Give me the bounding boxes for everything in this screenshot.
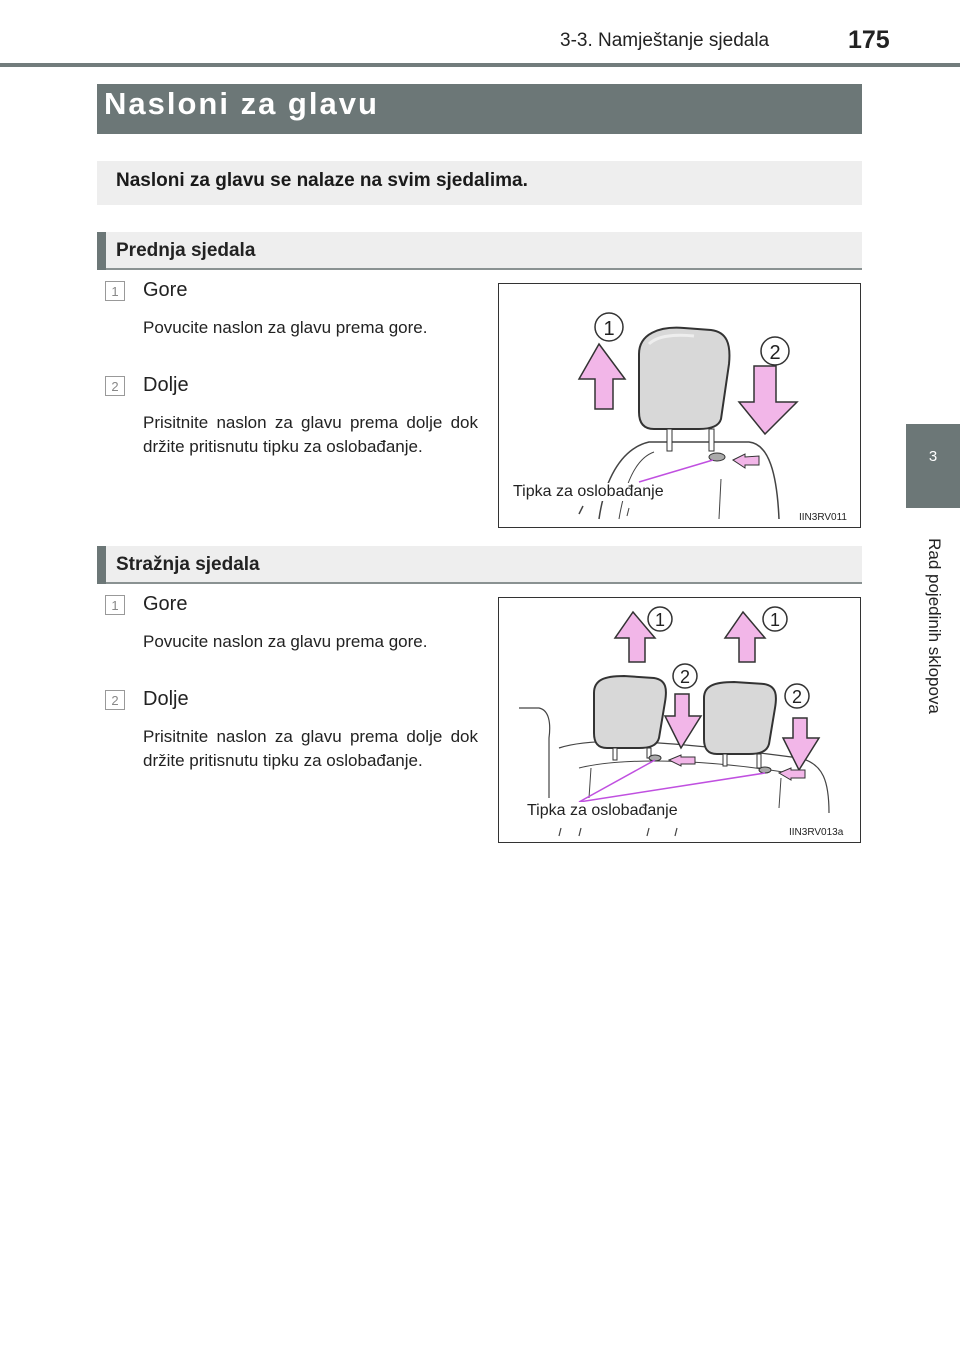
front-figure-callout: Tipka za oslobađanje bbox=[513, 483, 664, 500]
rear-section-heading: Stražnja sjedala bbox=[116, 554, 260, 575]
front-figure bbox=[498, 283, 861, 528]
front-item-2-number: 2 bbox=[105, 376, 125, 396]
rear-figure bbox=[498, 597, 861, 843]
page-title: Nasloni za glavu bbox=[104, 86, 379, 121]
rear-item-1-title: Gore bbox=[143, 593, 188, 615]
rear-marker-2-right-label: 2 bbox=[791, 687, 803, 707]
rear-item-2-desc: Prisitnite naslon za glavu prema dolje dok držite pritisnutu tipku za oslobađanje. bbox=[143, 727, 478, 770]
front-figure-code: IIN3RV011 bbox=[799, 512, 847, 523]
rear-figure-code: IIN3RV013a bbox=[789, 827, 844, 838]
rear-marker-1-right-label: 1 bbox=[769, 610, 781, 630]
rear-section-accent bbox=[97, 546, 106, 584]
front-button-arrow-icon bbox=[733, 454, 759, 468]
rear-item-1-desc: Povucite naslon za glavu prema gore. bbox=[143, 632, 428, 651]
chapter-label: Rad pojedinih sklopova bbox=[925, 538, 944, 714]
front-section-heading: Prednja sjedala bbox=[116, 240, 256, 261]
rear-left-button-arrow-icon bbox=[669, 755, 695, 766]
front-item-1-number: 1 bbox=[105, 281, 125, 301]
chapter-number: 3 bbox=[928, 448, 938, 465]
page-number: 175 bbox=[848, 26, 890, 54]
rear-left-down-arrow-icon bbox=[665, 694, 701, 748]
header-rule bbox=[0, 63, 960, 67]
front-up-arrow-icon bbox=[579, 344, 625, 409]
header-section-title: 3-3. Namještanje sjedala bbox=[560, 30, 770, 51]
rear-item-2-number: 2 bbox=[105, 690, 125, 710]
rear-left-up-arrow-icon bbox=[615, 612, 655, 662]
front-down-arrow-icon bbox=[739, 366, 797, 434]
rear-right-up-arrow-icon bbox=[725, 612, 765, 662]
rear-figure-callout: Tipka za oslobađanje bbox=[527, 802, 678, 819]
rear-marker-1-left-label: 1 bbox=[654, 610, 666, 630]
front-item-2-title: Dolje bbox=[143, 374, 189, 396]
intro-text: Nasloni za glavu se nalaze na svim sjedalima. bbox=[116, 170, 528, 191]
rear-marker-2-left-label: 2 bbox=[679, 667, 691, 687]
front-item-1-title: Gore bbox=[143, 279, 188, 301]
chapter-tab bbox=[906, 424, 960, 508]
rear-right-button-arrow-icon bbox=[779, 768, 805, 780]
front-marker-2-label: 2 bbox=[769, 342, 781, 364]
front-marker-1-label: 1 bbox=[603, 318, 615, 340]
front-item-2-desc: Prisitnite naslon za glavu prema dolje dok držite pritisnutu tipku za oslobađanje. bbox=[143, 413, 478, 456]
rear-right-down-arrow-icon bbox=[783, 718, 819, 770]
rear-item-2-title: Dolje bbox=[143, 688, 189, 710]
front-section-accent bbox=[97, 232, 106, 270]
rear-item-1-number: 1 bbox=[105, 595, 125, 615]
front-item-1-desc: Povucite naslon za glavu prema gore. bbox=[143, 318, 428, 337]
